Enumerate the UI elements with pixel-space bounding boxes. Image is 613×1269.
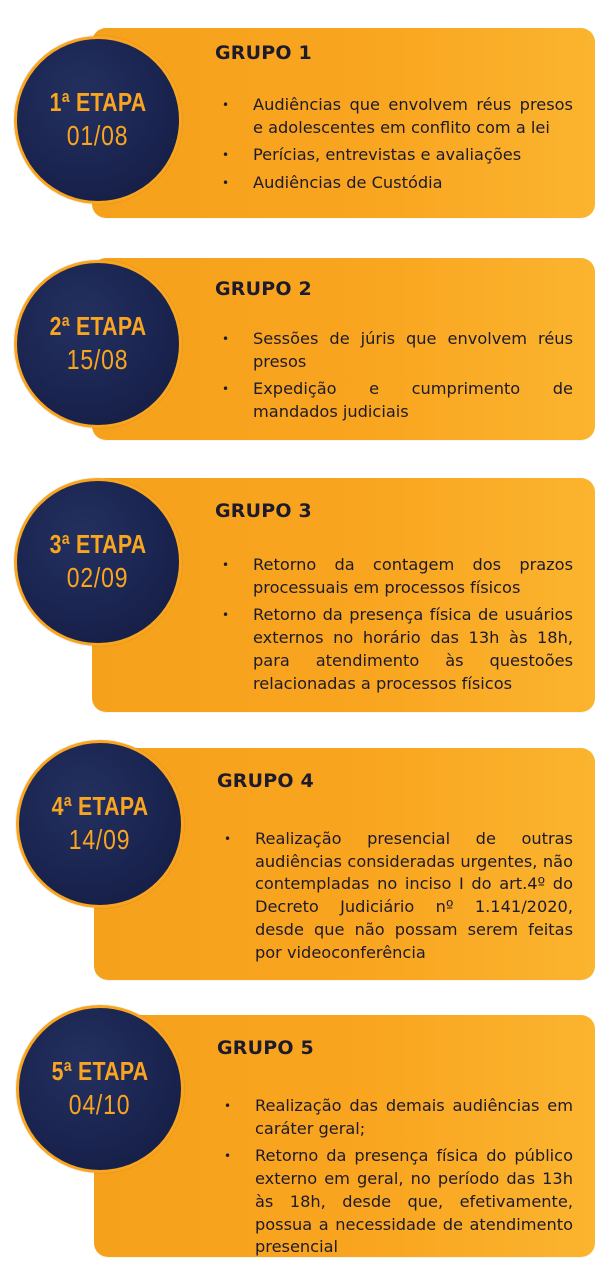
stage-1-group-title: GRUPO 1 xyxy=(215,42,312,64)
item-text: Expedição e cumprimento de mandados judiciais xyxy=(253,379,573,422)
list-item xyxy=(210,144,573,167)
item-text: Audiências de Custódia xyxy=(253,173,443,193)
list-item xyxy=(210,328,573,373)
list-item xyxy=(210,172,573,195)
bullet-icon: • xyxy=(222,176,230,191)
list-item xyxy=(210,94,573,139)
stage-5-items xyxy=(212,1095,573,1264)
stage-4 xyxy=(0,740,613,990)
stage-1-label: 1ª ETAPA xyxy=(49,87,147,117)
list-item xyxy=(210,604,573,695)
bullet-icon: • xyxy=(222,148,230,163)
stage-3-label: 3ª ETAPA xyxy=(49,529,147,559)
stage-1-badge xyxy=(14,36,182,204)
stage-5-date: 04/10 xyxy=(69,1089,131,1120)
list-item xyxy=(210,554,573,599)
item-text: Retorno da presença física de usuários externos no horário das 13h às 18h, para atendimento às questoões relacionadas a processos físicos xyxy=(253,605,573,693)
item-text: Realização presencial de outras audiências consideradas urgentes, não contempladas no inciso I do art.4º do Decreto Judiciário nº 1.141/2020, desde que não possam serem feitas por videoconferência xyxy=(255,829,573,962)
bullet-icon: • xyxy=(224,1149,232,1164)
stage-3-date: 02/09 xyxy=(67,562,129,593)
item-text: Sessões de júris que envolvem réus presos xyxy=(253,329,573,371)
bullet-icon: • xyxy=(224,1099,232,1113)
item-text: Retorno da contagem dos prazos processuais em processos físicos xyxy=(253,555,573,597)
list-item xyxy=(212,828,573,964)
bullet-icon: • xyxy=(222,98,230,112)
bullet-icon: • xyxy=(224,832,232,846)
stage-4-items xyxy=(212,828,573,969)
stage-4-badge xyxy=(16,740,184,908)
stage-4-label: 4ª ETAPA xyxy=(51,791,149,821)
stage-4-group-title: GRUPO 4 xyxy=(217,770,314,792)
stage-2-items xyxy=(210,328,573,429)
item-text: Realização das demais audiências em caráter geral; xyxy=(255,1096,573,1138)
stage-3 xyxy=(0,470,613,720)
list-item xyxy=(212,1095,573,1140)
bullet-icon: • xyxy=(222,608,230,623)
stage-5-group-title: GRUPO 5 xyxy=(217,1037,314,1059)
bullet-icon: • xyxy=(222,382,230,397)
stage-5-label: 5ª ETAPA xyxy=(51,1056,149,1086)
stage-2-label: 2ª ETAPA xyxy=(49,311,147,341)
stage-1-date: 01/08 xyxy=(67,120,129,151)
stage-2 xyxy=(0,240,613,450)
stage-1-items xyxy=(210,94,573,200)
item-text: Retorno da presença física do público externo em geral, no período das 13h às 18h, desde que, efetivamente, possua a necessidade de atendimento presencial xyxy=(255,1146,573,1257)
stage-5-badge xyxy=(16,1005,184,1173)
stage-4-date: 14/09 xyxy=(69,824,131,855)
stage-3-badge xyxy=(14,478,182,646)
stage-2-badge xyxy=(14,260,182,428)
item-text: Audiências que envolvem réus presos e adolescentes em conflito com a lei xyxy=(253,95,573,137)
list-item xyxy=(210,378,573,423)
stage-1 xyxy=(0,0,613,230)
bullet-icon: • xyxy=(222,332,230,346)
stage-3-items xyxy=(210,554,573,700)
list-item xyxy=(212,1145,573,1259)
stage-5 xyxy=(0,1005,613,1265)
stage-2-date: 15/08 xyxy=(67,344,129,375)
item-text: Perícias, entrevistas e avaliações xyxy=(253,145,522,165)
stage-3-group-title: GRUPO 3 xyxy=(215,500,312,522)
bullet-icon: • xyxy=(222,558,230,572)
stage-2-group-title: GRUPO 2 xyxy=(215,278,312,300)
